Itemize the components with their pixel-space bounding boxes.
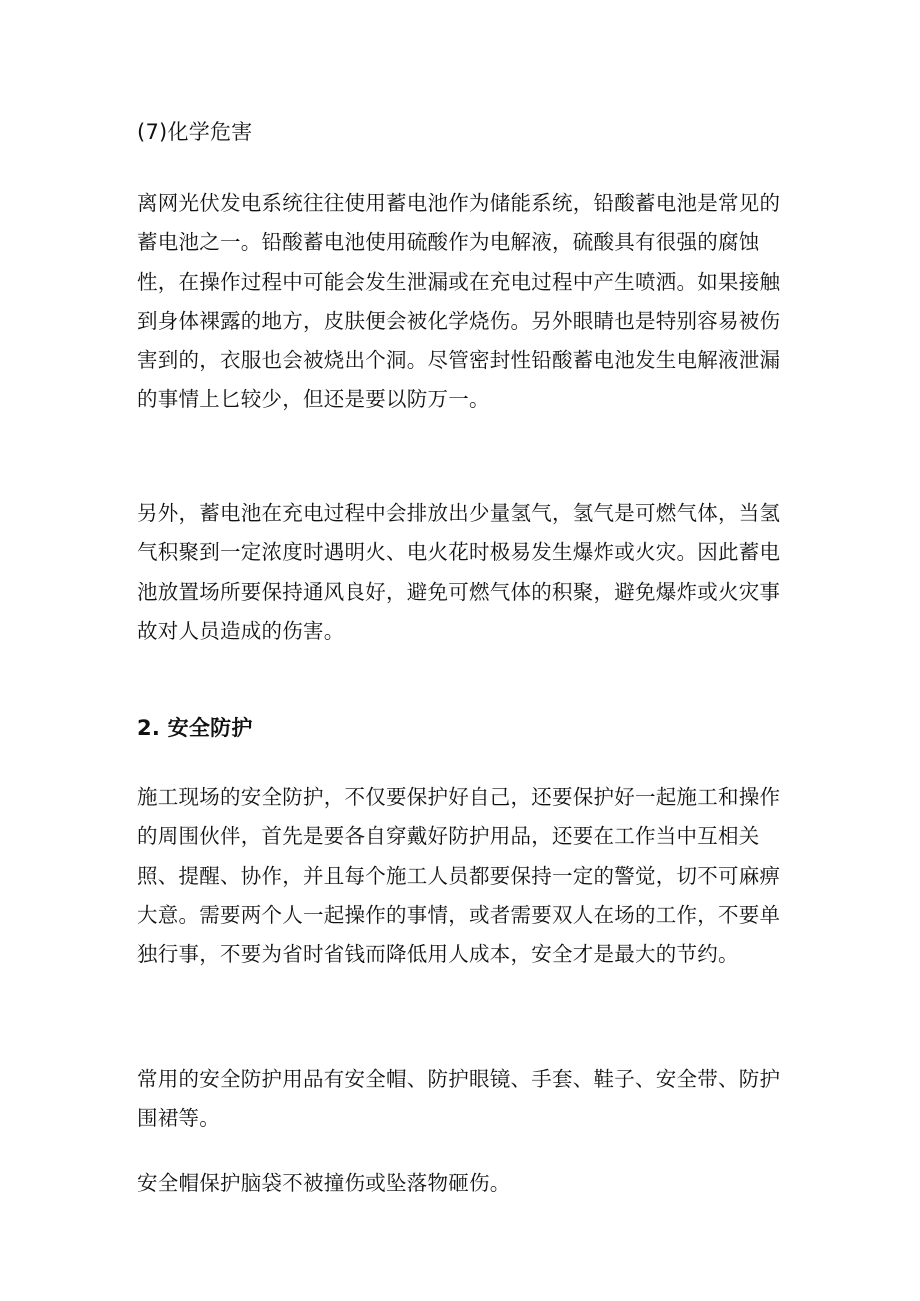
paragraph-protective-equipment: 常用的安全防护用品有安全帽、防护眼镜、手套、鞋子、安全带、防护围裙等。 — [137, 1067, 781, 1131]
paragraph-helmet: 安全帽保护脑袋不被撞伤或坠落物砸伤。 — [137, 1171, 511, 1195]
paragraph-battery-acid-hazard: 离网光伏发电系统往往使用蓄电池作为储能系统，铅酸蓄电池是常见的蓄电池之一。铅酸蓄电池使用硫酸作为电解液，硫酸具有很强的腐蚀性，在操作过程中可能会发生泄漏或在充电过程中产生喷洒。如果接触到身体裸露的地方，皮肤便会被化学烧伤。另外眼睛也是特别容易被伤害到的，衣服也会被烧出个洞。尽管密封性铅酸蓄电池发生电解液泄漏的事情上匕较少，但还是要以防万一。 — [137, 191, 781, 412]
section-heading-safety-protection: 2. 安全防护 — [137, 716, 253, 740]
paragraph-site-safety: 施工现场的安全防护，不仅要保护好自己，还要保护好一起施工和操作的周围伙伴，首先是要各自穿戴好防护用品，还要在工作当中互相关照、提醒、协作，并且每个施工人员都要保持一定的警觉，切不可麻痹大意。需要两个人一起操作的事情，或者需要双人在场的工作，不要单独行事，不要为省时省钱而降低用人成本，安全才是最大的节约。 — [137, 785, 781, 967]
paragraph-hydrogen-hazard: 另外，蓄电池在充电过程中会排放出少量氢气，氢气是可燃气体，当氢气积聚到一定浓度时遇明火、电火花时极易发生爆炸或火灾。因此蓄电池放置场所要保持通风良好，避免可燃气体的积聚，避免爆炸或火灾事故对人员造成的伤害。 — [137, 501, 781, 643]
section-heading-chemical-hazards: (7)化学危害 — [137, 120, 253, 144]
